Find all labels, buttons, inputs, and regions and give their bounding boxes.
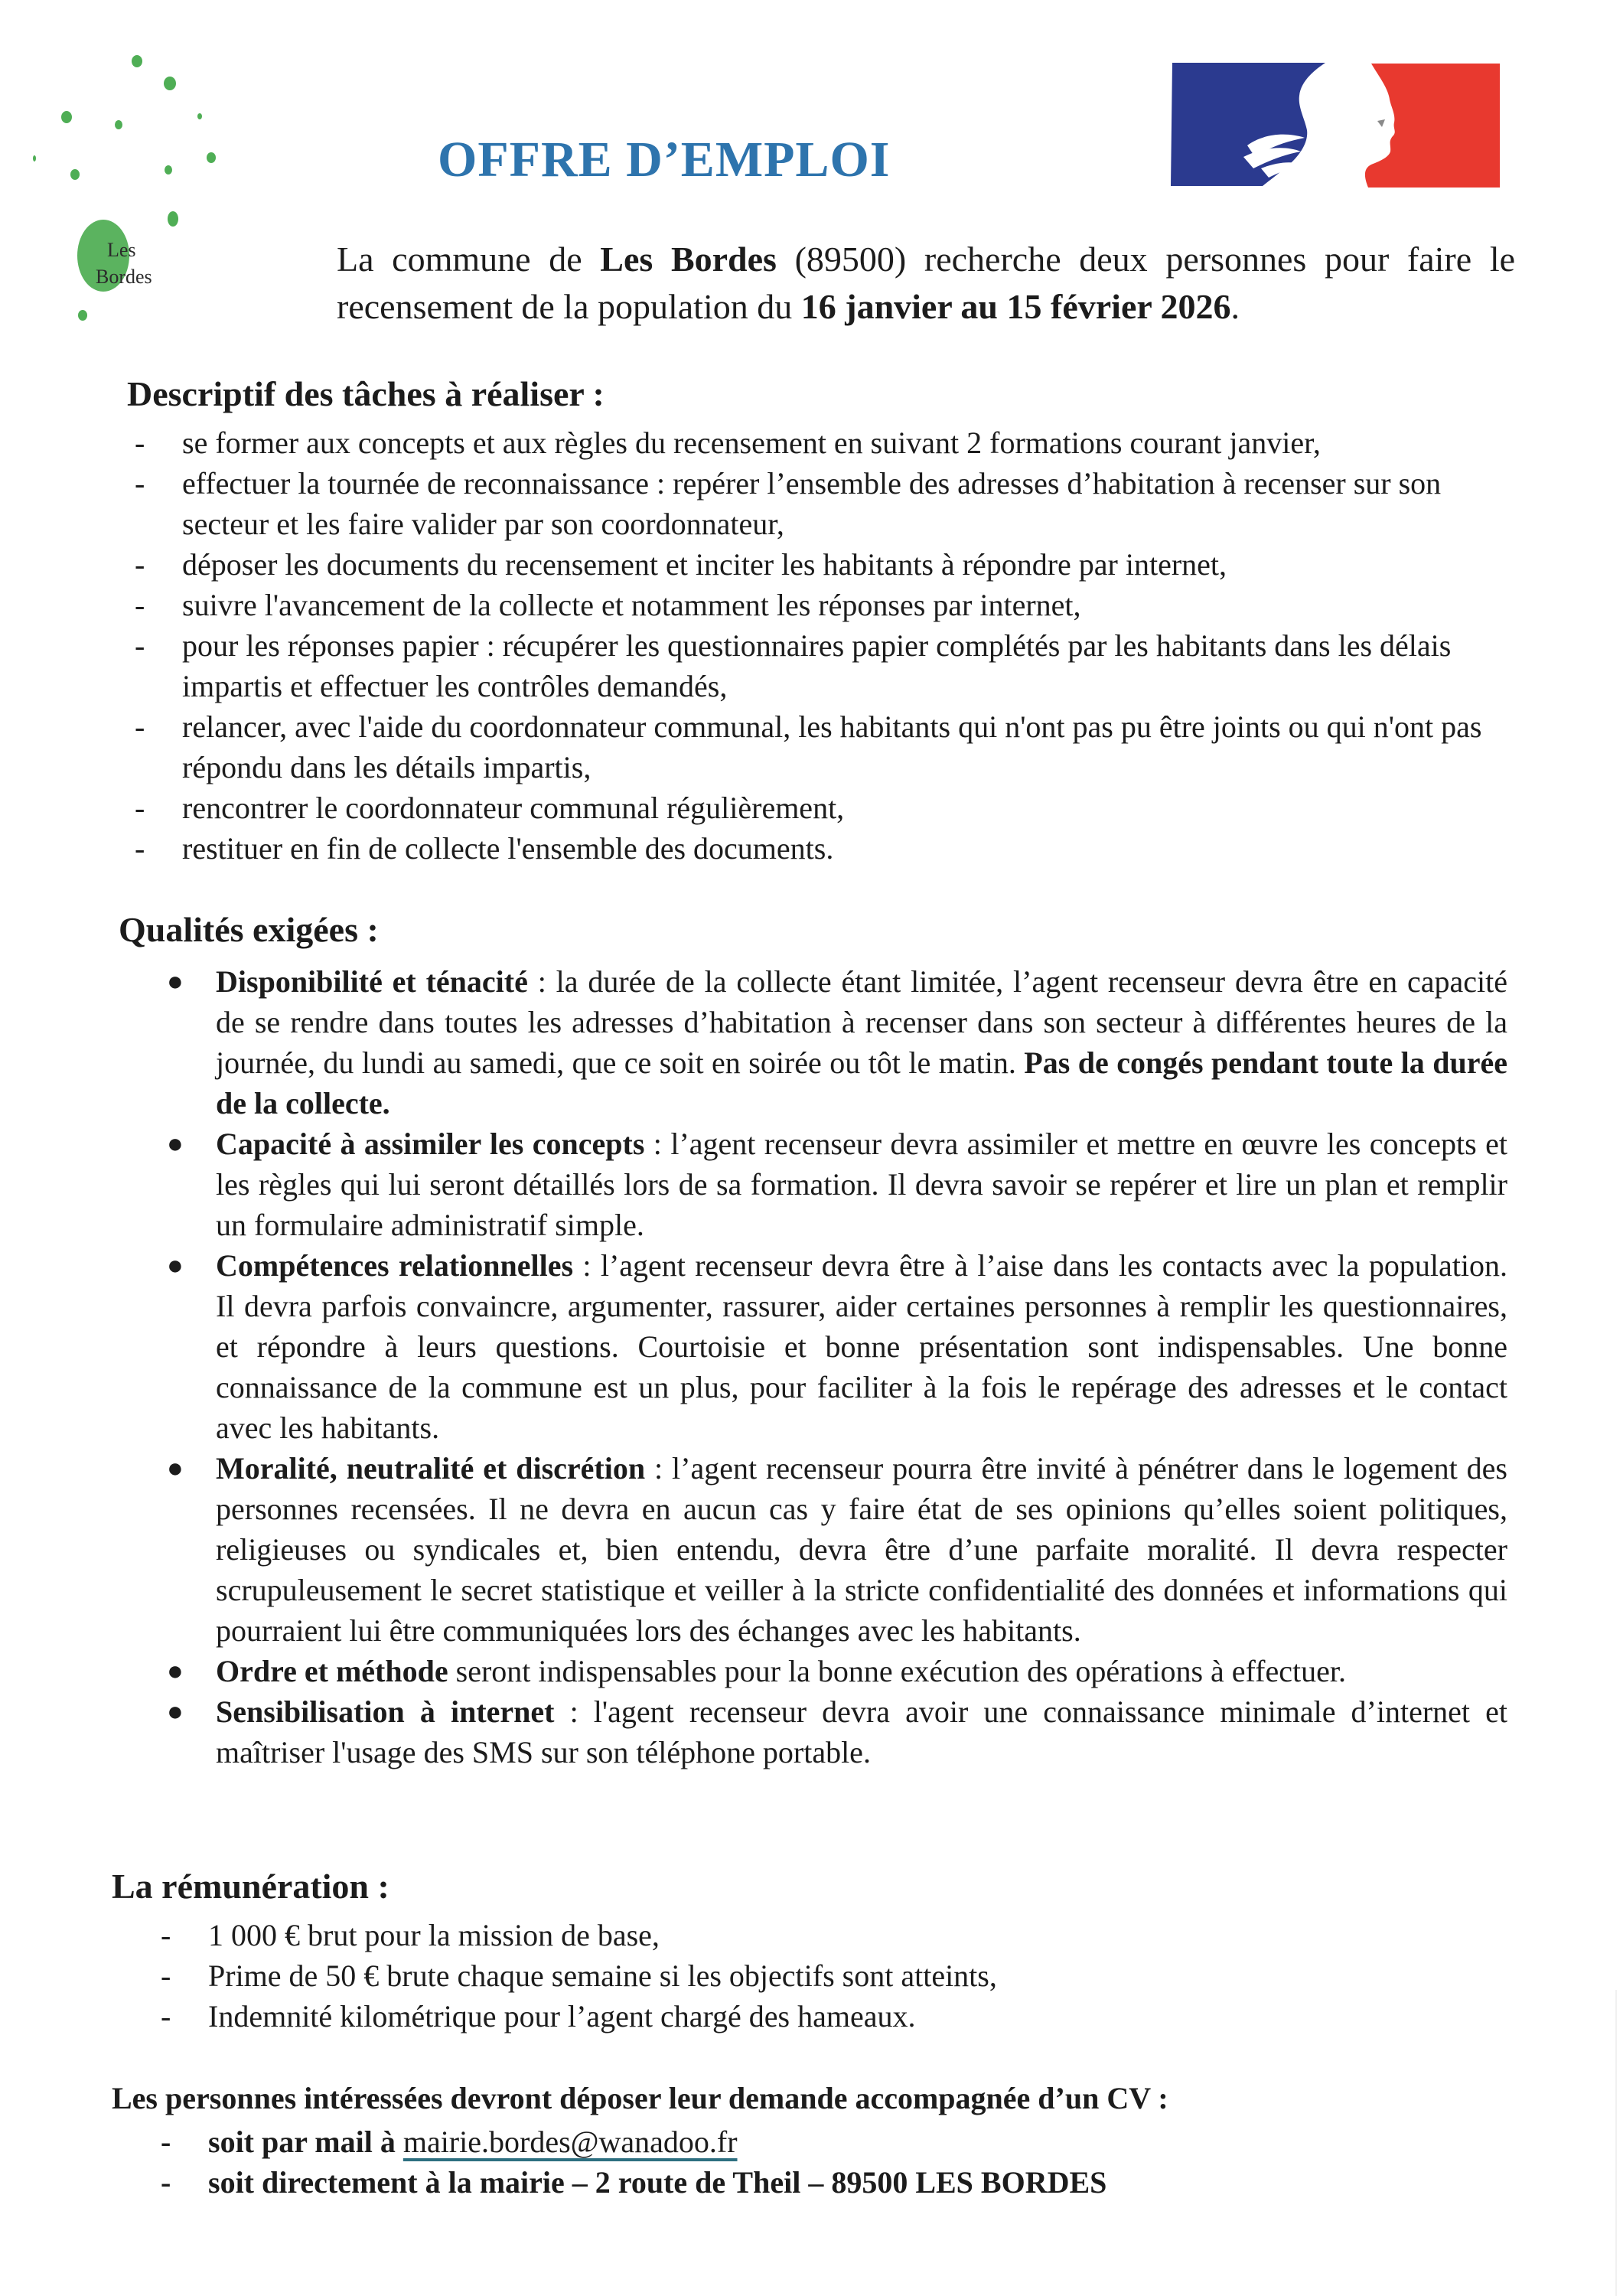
task-text: effectuer la tournée de reconnaissance : repérer l’ensemble des adresses d’habitation à recenser sur son secteur et les faire valider par son coordonnateur,: [182, 466, 1442, 541]
les-bordes-logo: [0, 0, 321, 337]
intro-paragraph: [337, 236, 1515, 331]
dash-marker: -: [135, 426, 145, 460]
logo-dot: [61, 111, 72, 123]
task-text: se former aux concepts et aux règles du recensement en suivant 2 formations courant janvier,: [182, 426, 1321, 460]
logo-dot: [132, 55, 142, 67]
quality-text: : l’agent recenseur devra assimiler et mettre en œuvre les concepts et les règles qui lui seront détaillés lors de sa formation. Il devra savoir se repérer et lire un plan et remplir un formulaire administratif simple.: [216, 1127, 1507, 1242]
bullet-icon: ●: [167, 1453, 184, 1483]
bullet-icon: ●: [167, 1655, 184, 1686]
logo-text-line2: Bordes: [96, 266, 152, 288]
logo-dot: [78, 310, 87, 321]
logo-dot: [197, 113, 202, 119]
task-item: [135, 544, 1517, 585]
page-title: OFFRE D’EMPLOI: [438, 132, 891, 188]
application-heading: Les personnes intéressées devront déposer leur demande accompagnée d’un CV :: [112, 2081, 1168, 2115]
logo-dot: [168, 211, 178, 227]
logo-dot: [165, 165, 172, 174]
task-item: [135, 585, 1517, 625]
task-item: [135, 706, 1517, 788]
intro-dates: 16 janvier au 15 février 2026: [800, 287, 1231, 326]
intro-text: (89500) recherche deux personnes pour faire le recensement de la population du: [337, 240, 1516, 326]
dash-marker: -: [161, 1958, 171, 1993]
logo-dot: [164, 77, 176, 90]
application-list: [161, 2122, 1432, 2203]
remuneration-item: [161, 1915, 1432, 1955]
quality-label: Moralité, neutralité et discrétion: [216, 1451, 646, 1486]
task-item: [135, 788, 1517, 828]
dash-marker: -: [135, 709, 145, 744]
quality-label: Compétences relationnelles: [216, 1248, 574, 1283]
dash-marker: -: [161, 1999, 171, 2033]
remuneration-text: Indemnité kilométrique pour l’agent chargé des hameaux.: [208, 1999, 916, 2033]
dash-marker: -: [135, 831, 145, 866]
task-item: [135, 625, 1517, 706]
bullet-icon: ●: [167, 1128, 184, 1159]
remuneration-text: 1 000 € brut pour la mission de base,: [208, 1918, 660, 1952]
logo-dot: [70, 169, 80, 180]
intro-text: La commune de: [337, 240, 601, 279]
remuneration-item: [161, 1955, 1432, 1996]
dash-marker: -: [135, 588, 145, 622]
quality-text: seront indispensables pour la bonne exécution des opérations à effectuer.: [448, 1654, 1346, 1688]
task-item: [135, 463, 1517, 544]
task-text: pour les réponses papier : récupérer les questionnaires papier complétés par les habitants dans les délais impartis et effectuer les contrôles demandés,: [182, 628, 1452, 703]
qualities-list: [167, 961, 1508, 1773]
dash-marker: -: [135, 466, 145, 501]
remuneration-text: Prime de 50 € brute chaque semaine si les objectifs sont atteints,: [208, 1958, 997, 1993]
task-text: restituer en fin de collecte l'ensemble des documents.: [182, 831, 834, 866]
dash-marker: -: [161, 1918, 171, 1952]
dash-marker: -: [135, 628, 145, 663]
application-item: [161, 2162, 1432, 2203]
quality-label: Sensibilisation à internet: [216, 1694, 555, 1729]
quality-item: [167, 961, 1508, 1124]
quality-item: [167, 1448, 1507, 1651]
dash-marker: -: [161, 2125, 171, 2159]
task-text: déposer les documents du recensement et inciter les habitants à répondre par internet,: [182, 547, 1227, 582]
logo-dot: [207, 152, 216, 163]
qualities-heading: Qualités exigées :: [119, 910, 379, 949]
quality-item: [167, 1245, 1507, 1448]
application-item: [161, 2122, 1432, 2162]
tasks-heading: Descriptif des tâches à réaliser :: [127, 374, 605, 413]
application-text: soit directement à la mairie – 2 route de Theil – 89500 LES BORDES: [208, 2165, 1107, 2200]
tasks-list: [135, 422, 1517, 869]
quality-item: [167, 1651, 1507, 1691]
quality-text: : la durée de la collecte étant limitée, l’agent recenseur devra être en capacité de se rendre dans toutes les adresses d’habitation à recenser dans son secteur à différentes heures de la journée, du lundi au samedi, que ce soit en soirée ou tôt le matin.: [216, 964, 1508, 1080]
email-link[interactable]: mairie.bordes@wanadoo.fr: [402, 2125, 738, 2159]
task-text: rencontrer le coordonnateur communal régulièrement,: [182, 791, 845, 825]
application-text: soit par mail à: [208, 2125, 403, 2159]
quality-label: Disponibilité et ténacité: [216, 964, 528, 999]
marianne-logo: [1171, 61, 1501, 188]
quality-label: Ordre et méthode: [216, 1654, 448, 1688]
quality-text: : l’agent recenseur pourra être invité à pénétrer dans le logement des personnes recensées. Il ne devra en aucun cas y faire état de ses opinions qu’elles soient politiques, religieuses ou syndicales et, bien entendu, devra être d’une parfaite moralité. Il devra respecter scrupuleusement le secret statistique et veiller à la stricte confidentialité des données et informations qui pourraient lui être communiquées lors des échanges avec les habitants.: [216, 1451, 1507, 1648]
remuneration-list: [161, 1915, 1432, 2037]
bullet-icon: ●: [167, 1696, 184, 1727]
remuneration-heading: La rémunération :: [112, 1867, 389, 1906]
remuneration-item: [161, 1996, 1432, 2037]
scan-edge: [1615, 1990, 1617, 2296]
task-item: [135, 422, 1517, 463]
intro-commune: Les Bordes: [600, 240, 777, 279]
quality-text: : l'agent recenseur devra avoir une connaissance minimale d’internet et maîtriser l'usage des SMS sur son téléphone portable.: [216, 1694, 1508, 1769]
logo-dot: [33, 155, 36, 161]
dash-marker: -: [161, 2165, 171, 2200]
bullet-icon: ●: [167, 1250, 184, 1280]
dash-marker: -: [135, 547, 145, 582]
quality-label: Capacité à assimiler les concepts: [216, 1127, 645, 1161]
quality-item: [167, 1691, 1508, 1773]
bullet-icon: ●: [167, 966, 184, 996]
task-item: [135, 828, 1517, 869]
dash-marker: -: [135, 791, 145, 825]
task-text: suivre l'avancement de la collecte et notamment les réponses par internet,: [182, 588, 1081, 622]
quality-text: : l’agent recenseur devra être à l’aise dans les contacts avec la population. Il devra parfois convaincre, argumenter, rassurer, aider certaines personnes à remplir les questionnaires, et répondre à leurs questions. Courtoisie et bonne présentation sont indispensables. Une bonne connaissance de la commune est un plus, pour faciliter à la fois le repérage des adresses et le contact avec les habitants.: [216, 1248, 1507, 1445]
quality-emphasis: Pas de congés pendant toute la durée de la collecte.: [216, 1045, 1507, 1120]
quality-item: [167, 1124, 1507, 1245]
intro-text: .: [1230, 287, 1240, 326]
task-text: relancer, avec l'aide du coordonnateur communal, les habitants qui n'ont pas pu être joints ou qui n'ont pas répondu dans les détails impartis,: [182, 709, 1482, 784]
logo-dot: [115, 120, 122, 129]
logo-text-line1: Les: [107, 239, 136, 261]
